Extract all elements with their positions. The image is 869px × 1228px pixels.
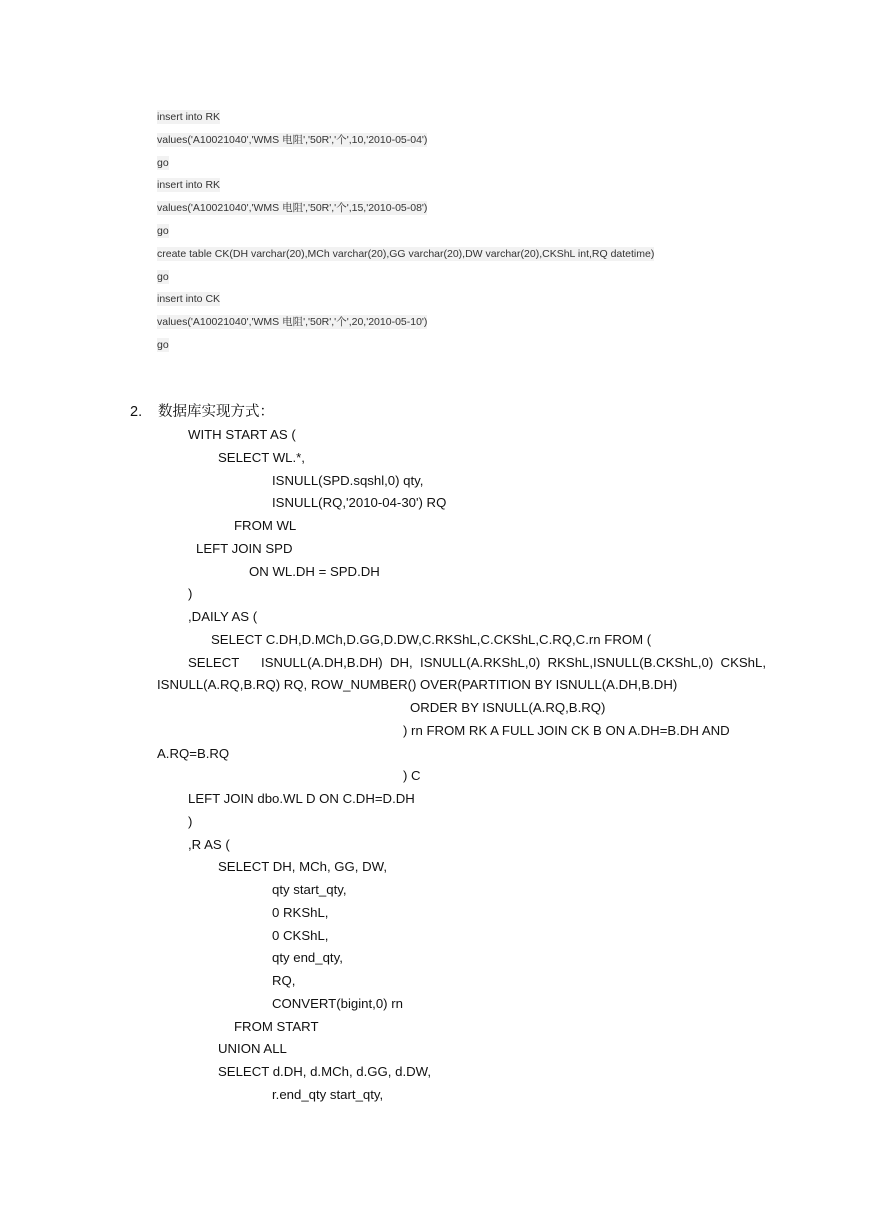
sql-line: ON WL.DH = SPD.DH [249,563,380,579]
sql-line: WITH START AS ( [188,427,296,442]
sql-line: SELECT DH, MCh, GG, DW, [218,859,388,875]
sql-line: SELECT d.DH, d.MCh, d.GG, d.DW, [218,1064,432,1079]
sql-line: ) [188,813,193,829]
sql-line: ) [188,586,193,602]
code-line: values('A10021040','WMS 电阻','50R','个',15,'2010-05-08') [157,202,428,215]
sql-line: ,DAILY AS ( [188,609,258,624]
sql-line: FROM WL [234,518,297,533]
sql-line: LEFT JOIN dbo.WL D ON C.DH=D.DH [188,791,415,806]
sql-line: ,R AS ( [188,836,230,852]
code-line: values('A10021040','WMS 电阻','50R','个',10,'2010-05-04') [157,133,428,146]
sql-line: A.RQ=B.RQ [157,745,230,761]
sql-line: qty start_qty, [272,882,347,897]
code-line: insert into RK [157,179,221,192]
sql-line: ) C [403,768,421,784]
sql-line: r.end_qty start_qty, [272,1086,384,1102]
sql-line: ISNULL(SPD.sqshl,0) qty, [272,472,424,488]
code-line: go [157,270,169,283]
code-line: go [157,156,169,169]
section-title: 数据库实现方式： [158,404,274,420]
sql-line: RQ, [272,973,296,988]
code-line: insert into RK [157,111,221,123]
code-line: insert into CK [157,293,221,306]
sql-line: ) rn FROM RK A FULL JOIN CK B ON A.DH=B.DH AND [403,722,730,738]
sql-line: SELECT C.DH,D.MCh,D.GG,D.DW,C.RKShL,C.CKShL,C.RQ,C.rn FROM ( [211,631,652,647]
sql-line: SELECT ISNULL(A.DH,B.DH) DH, ISNULL(A.RKShL,0) RKShL,ISNULL(B.CKShL,0) CKShL, [188,654,767,670]
sql-line: ORDER BY ISNULL(A.RQ,B.RQ) [410,700,606,715]
sql-line: UNION ALL [218,1041,287,1057]
sql-line: ISNULL(RQ,'2010-04-30') RQ [272,495,447,511]
sql-line: 0 RKShL, [272,904,329,920]
sql-line: qty end_qty, [272,950,343,966]
code-line: go [157,338,169,351]
sql-line: FROM START [234,1018,319,1034]
section-heading [130,400,274,421]
code-line: values('A10021040','WMS 电阻','50R','个',20,'2010-05-10') [157,316,428,329]
sql-line: SELECT WL.*, [218,449,305,465]
sql-code [0,424,869,1107]
section-number: 2. [130,404,143,420]
code-line: go [157,224,169,237]
sql-line: 0 CKShL, [272,927,329,943]
shaded-code-block [157,106,717,357]
sql-line: CONVERT(bigint,0) rn [272,995,403,1011]
sql-line: LEFT JOIN SPD [196,540,293,556]
code-line: create table CK(DH varchar(20),MCh varchar(20),GG varchar(20),DW varchar(20),CKShL int,RQ datetime) [157,247,655,260]
sql-line: ISNULL(A.RQ,B.RQ) RQ, ROW_NUMBER() OVER(PARTITION BY ISNULL(A.DH,B.DH) [157,677,678,693]
